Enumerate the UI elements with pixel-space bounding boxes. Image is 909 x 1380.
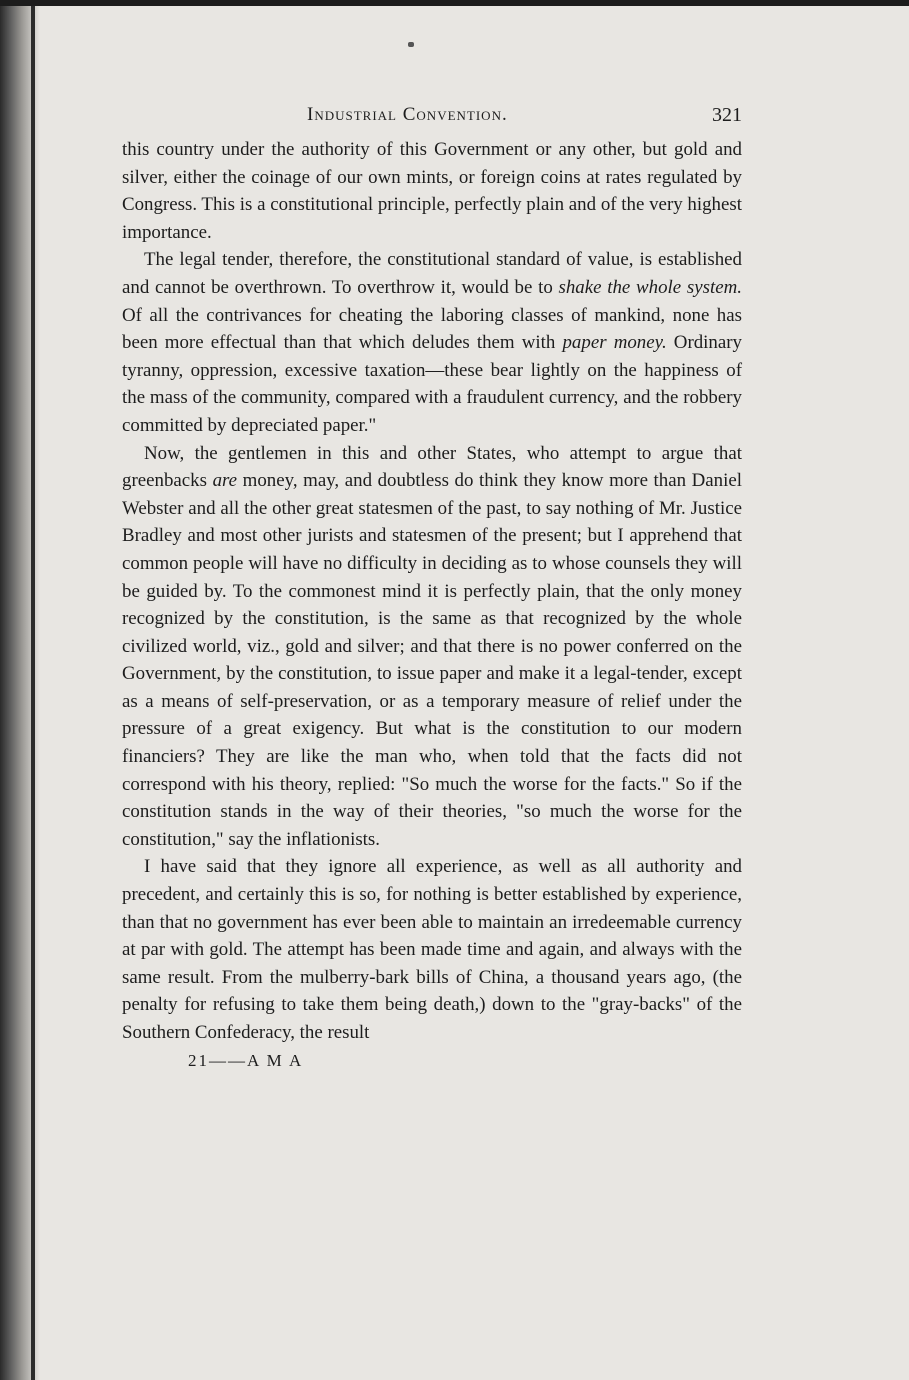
text-run: Ordinary tyranny, oppression, excessive taxation—these bear lightly on the happiness of the mass of the community, compared with a fraudulent currency, and the robbery committed by depreciated paper." <box>122 332 742 436</box>
italic-phrase: are <box>212 470 238 492</box>
running-head <box>122 100 742 136</box>
page-content <box>122 100 742 1073</box>
text-run: The legal tender, therefore, the constitutional standard of value, is established and cannot be overthrown. To overthrow it, would be to <box>122 249 742 298</box>
text-run: money, may, and doubtless do think they know more than Daniel Webster and all the other great statesmen of the past, to say nothing of Mr. Justice Bradley and most other jurists and statesmen of the present; but I apprehend that common people will have no difficulty in deciding as to whose counsels they will be guided by. To the commonest mind it is perfectly plain, that the only money recognized by the constitution, is the same as that recognized by the whole civilized world, viz., gold and silver; and that there is no power conferred on the Government, by the constitution, to issue paper and make it a legal-tender, except as a means of self-preservation, or as a temporary measure of relief under the pressure of a great exigency. But what is the constitution to our modern financiers? They are like the man who, when told that the facts did not correspond with his theory, replied: "So much the worse for the facts." So if the constitution stands in the way of their theories, "so much the worse for the constitution," say the inflationists. <box>122 470 743 850</box>
paragraph-greenbacks <box>122 440 742 854</box>
text-run: Of all the contrivances for cheating the laboring classes of mankind, none has been more effectual than that which deludes them with <box>122 304 742 354</box>
italic-phrase: shake the whole system. <box>558 276 742 298</box>
text-run: I have said that they ignore all experience, as well as all authority and precedent, and certainly this is so, for nothing is better established by experience, than that no government has ever been able to maintain an irredeemable currency at par with gold. The attempt has been made time and again, and always with the same result. From the mulberry-bark bills of China, a thousand years ago, (the penalty for refusing to take them being death,) down to the "gray-backs" of the Southern Confederacy, the result <box>122 856 742 1043</box>
italic-phrase: paper money. <box>562 332 667 354</box>
page-number: 321 <box>712 104 742 126</box>
signature-mark: 21——A M A <box>188 1050 304 1070</box>
text-run: this country under the authority of this Government or any other, but gold and silver, either the coinage of our own mints, or foreign coins at rates regulated by Congress. This is a constitutional principle, perfectly plain and of the very highest importance. <box>122 139 742 243</box>
body-text <box>122 136 742 1047</box>
top-edge <box>0 0 909 6</box>
running-title: Industrial Convention. <box>307 104 508 125</box>
binding-line <box>31 0 35 1380</box>
paragraph-continuation <box>122 136 742 246</box>
text-run: Now, the gentlemen in this and other States, who attempt to argue that greenbacks <box>122 442 742 492</box>
paragraph-experience <box>122 853 742 1046</box>
print-mark <box>408 42 414 47</box>
paragraph-legal-tender <box>122 246 742 439</box>
